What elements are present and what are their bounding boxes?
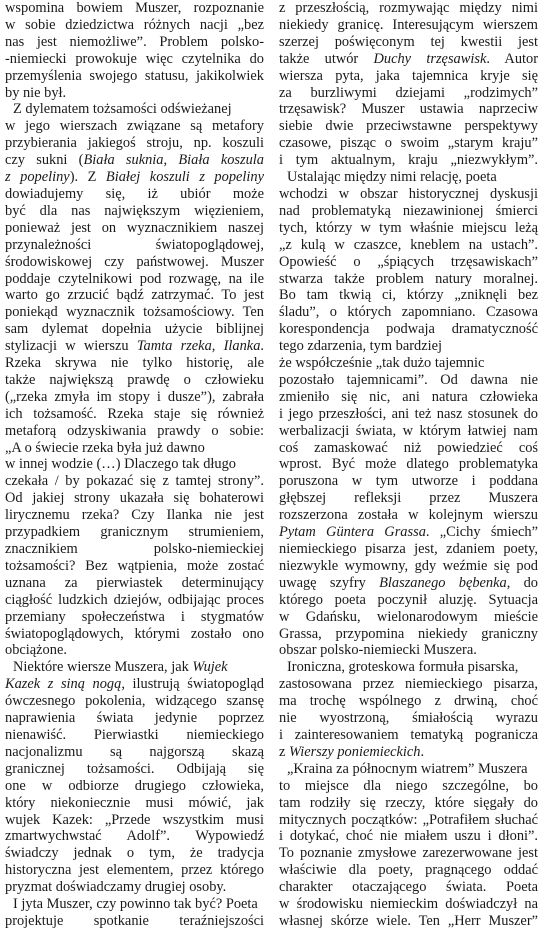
text-line: Niektóre wiersze Muszera, jak Wujek — [13, 659, 228, 676]
text-line: niemieckiego pisarza jest, zdaniem poety, — [279, 541, 538, 557]
text-line: wprost. Być może dlatego problematyka — [279, 456, 538, 473]
text-line: ma trochę wspólnego z drwiną, choć — [279, 693, 538, 710]
text-line: świadczy jednak o tym, że tradycja — [5, 845, 264, 862]
text-line: którego poeta poczynił aluzję. Sytuacja — [279, 591, 538, 608]
text-line: w środowisku niemieckim doświadczył na — [279, 896, 538, 913]
text-line: także utwór Duchy trzęsawisk. Autor — [279, 50, 538, 67]
text-line: stylizacji w wierszu Tamta rzeka, Ilanka. — [5, 338, 264, 355]
text-line: poddaje czytelnikowi pod rozwagę, na ile — [5, 270, 264, 287]
text-line: ich tożsamość. Rzeka staje się również — [5, 405, 264, 422]
text-line: i dotykać, choć nie miałem uszu i dłoni”. — [279, 828, 538, 845]
text-column-right — [279, 0, 538, 930]
text-line: czasowe, pisząc o swoim „starym kraju” — [279, 135, 538, 152]
text-line: własnej skórze wiele. Ten „Herr Muszer” — [279, 912, 538, 929]
text-line: z Wierszy poniemieckich. — [279, 743, 425, 760]
text-line: nas jest niemożliwe”. Problem polsko- — [5, 33, 264, 50]
text-line: charakter otaczającego świata. Poeta — [279, 879, 538, 896]
text-line: tych, którzy w tym właśnie miejscu leżą — [279, 219, 538, 236]
text-line: niezwykle wymowny, gdy weźmie się pod — [279, 557, 538, 574]
text-line: nienawiść. Pierwiastki niemieckiego — [5, 726, 264, 743]
text-line: szerzej poświęconym tej kwestii jest — [279, 33, 538, 50]
text-line: sam dylemat dopełnia użycie biblijnej — [5, 321, 264, 338]
text-column-left — [5, 0, 264, 930]
text-line: Ironiczna, groteskowa formuła pisarska, — [287, 659, 519, 676]
text-line: Rzeka skrywa nie tylko historię, ale — [5, 355, 264, 372]
text-line: Kazek z siną nogą, ilustrują światopogląd — [5, 676, 264, 693]
text-line: coś zamaskować niż powiedzieć coś — [279, 439, 538, 456]
text-line: w jego wierszach związane są metafory — [5, 118, 264, 135]
text-line: metaforą odzyskiwania prawdy o sobie: — [5, 422, 264, 439]
text-line: głębszej refleksji przez Muszera — [279, 490, 538, 507]
text-line: Od jakiej strony ukazała się bohaterowi — [5, 490, 264, 507]
text-line: ciągłość ludzkich dziejów, odbijając proces — [5, 591, 264, 608]
text-line: I jyta Muszer, czy powinno tak być? Poeta — [13, 896, 258, 913]
text-line: Bo tam tkwią ci, którzy „zniknęli bez — [279, 287, 538, 304]
text-line: ponieważ jest on wyznacznikiem naszej — [5, 219, 264, 236]
text-line: w sobie dziedzictwa różnych nacji „bez — [5, 16, 264, 33]
text-line: tam rodziły się rzeczy, które sięgały do — [279, 794, 538, 811]
text-line: nie wyostrzoną, śmiałością wyrazu — [279, 710, 538, 727]
text-line: by nie był. — [5, 84, 67, 101]
text-line: przypadkiem granicznym strumieniem, — [5, 524, 264, 541]
text-line: być dla nas największym więzieniem, — [5, 202, 264, 219]
text-line: wchodzi w obszar historycznej dyskusji — [279, 185, 538, 202]
text-line: uwagę szyfry Blaszanego bębenka, do — [279, 574, 538, 591]
text-line: przemyślenia swojego statusu, jakikolwiek — [5, 67, 264, 84]
text-line: warto go zrzucić bądź zatrzymać. To jest — [5, 287, 264, 304]
text-line: poruszona w tym utworze i poddana — [279, 473, 538, 490]
text-line: w Gdańsku, wielonarodowym mieście — [279, 608, 538, 625]
text-line: środowiskowej czy państwowej. Muszer — [5, 253, 264, 270]
text-line: czekała / by pokazać się z tamtej strony”. — [5, 473, 264, 490]
text-line: Pytam Güntera Grassa. „Cichy śmiech” — [279, 524, 538, 541]
text-line: tego zdarzenia, tym bardziej — [279, 338, 443, 355]
text-line: w innej wodzie (…) Dlaczego tak długo — [5, 456, 236, 473]
text-line: pryzmat doświadczamy drugiej osoby. — [5, 879, 227, 896]
text-line: przemiany społeczeństwa i stygmatów — [5, 608, 264, 625]
text-line: To poznanie zmysłowe zarezerwowane jest — [279, 845, 538, 862]
text-line: wiersza pyta, jaka tajemnica kryje się — [279, 67, 538, 84]
text-line: znacznikiem polsko-niemieckiej — [5, 541, 264, 557]
text-line: wspomina bowiem Muszer, rozpoznanie — [5, 0, 264, 16]
text-line: nad problematyką niezawinionej śmierci — [279, 202, 538, 219]
text-line: Z dylematem tożsamości odświeżanej — [13, 101, 232, 118]
text-line: mitycznych początków: „Potrafiłem słuchać — [279, 811, 538, 828]
text-line: także największą prawdę o człowieku — [5, 371, 264, 388]
text-line: werbalizacji świata, w którym łatwiej nam — [279, 422, 538, 439]
text-line: uznana za pierwiastek determinujący — [5, 574, 264, 591]
text-line: i jego przeszłości, ani też nasz stosunek do — [279, 405, 538, 422]
text-line: z przeszłością, rozmywając między nimi — [279, 0, 538, 16]
text-line: ówczesnego pokolenia, widzącego szansę — [5, 693, 264, 710]
text-line: za burzliwymi dziejami „rodzimych” — [279, 84, 538, 101]
text-line: naprawienia świata jedynie poprzez — [5, 710, 264, 727]
text-line: dowiadujemy się, iż ubiór może — [5, 185, 264, 202]
text-line: czy sukni (Biała suknia, Biała koszula — [5, 152, 264, 169]
text-line: historyczna jest elementem, przez którego — [5, 862, 264, 879]
text-line: tożsamości? Bez wątpienia, może zostać — [5, 557, 264, 574]
text-line: trzęsawisk? Muszer ustawia naprzeciw — [279, 101, 538, 118]
text-line: („rzeka zmyła im stopy i dusze”), zabrała — [5, 388, 264, 405]
text-line: który niekoniecznie musi mówić, jak — [5, 794, 264, 811]
text-line: śladu”, o których zapomniano. Czasowa — [279, 304, 538, 321]
text-line: Ustalając między nimi relację, poeta — [287, 169, 497, 186]
text-line: nacjonalizmu są najgorszą skazą — [5, 743, 264, 760]
text-line: przynależności światopoglądowej, — [5, 236, 264, 253]
text-line: że współcześnie „tak dużo tajemnic — [279, 355, 485, 372]
text-line: korespondencja podwaja dramatyczność — [279, 321, 538, 338]
text-line: granicznej tożsamości. Odbijają się — [5, 760, 264, 777]
text-line: one w odbiorze drugiego człowieka, — [5, 777, 264, 794]
text-line: i tym aktualnym, kraju „niezwykłym”. — [279, 152, 538, 169]
text-line: lirycznemu rzeka? Czy Ilanka nie jest — [5, 507, 264, 524]
text-line: siebie dwie przeciwstawne perspektywy — [279, 118, 538, 135]
text-line: zastosowana przez niemieckiego pisarza, — [279, 676, 538, 693]
text-line: Grassa, przypomina niekiedy graniczny — [279, 625, 538, 642]
text-line: rozszerzona została w kolejnym wierszu — [279, 507, 538, 524]
text-line: Opowieść o „śpiących trzęsawiskach” — [279, 253, 538, 270]
text-line: to miejsce dla niego szczególne, bo — [279, 777, 538, 794]
text-line: przybierania jakiegoś stroju, np. koszuli — [5, 135, 264, 152]
text-line: obszar polsko-niemiecki Muszera. — [279, 642, 477, 659]
text-line: właściwie dla poety, pragnącego oddać — [279, 862, 538, 879]
text-line: -niemiecki prowokuje więc czytelnika do — [5, 50, 264, 67]
text-line: wujek Kazek: „Przede wszystkim musi — [5, 811, 264, 828]
text-line: z popeliny). Z Białej koszuli z popeliny — [5, 169, 264, 186]
text-line: światopoglądowych, którymi zostało ono — [5, 625, 264, 642]
text-line: poniekąd wyznacznik tożsamościowy. Ten — [5, 304, 264, 321]
text-line: zmieniło się nic, ani natura człowieka — [279, 388, 538, 405]
text-line: „Kraina za północnym wiatrem” Muszera — [287, 760, 528, 777]
text-line: „A o świecie rzeka była już dawno — [5, 439, 205, 456]
text-line: obciążone. — [5, 642, 67, 659]
text-line: i zainteresowaniem tematyką pogranicza — [279, 726, 538, 743]
text-line: niekiedy granicę. Interesującym wierszem — [279, 16, 538, 33]
text-line: „z kulą w czaszce, kneblem na ustach”. — [279, 236, 538, 253]
text-line: projektuje spotkanie teraźniejszości — [5, 912, 264, 929]
text-line: pozostało tajemnicami”. Od dawna nie — [279, 371, 538, 388]
text-line: zmartwychwstać Adolf”. Wypowiedź — [5, 828, 264, 845]
text-line: stwarza także problem natury moralnej. — [279, 270, 538, 287]
